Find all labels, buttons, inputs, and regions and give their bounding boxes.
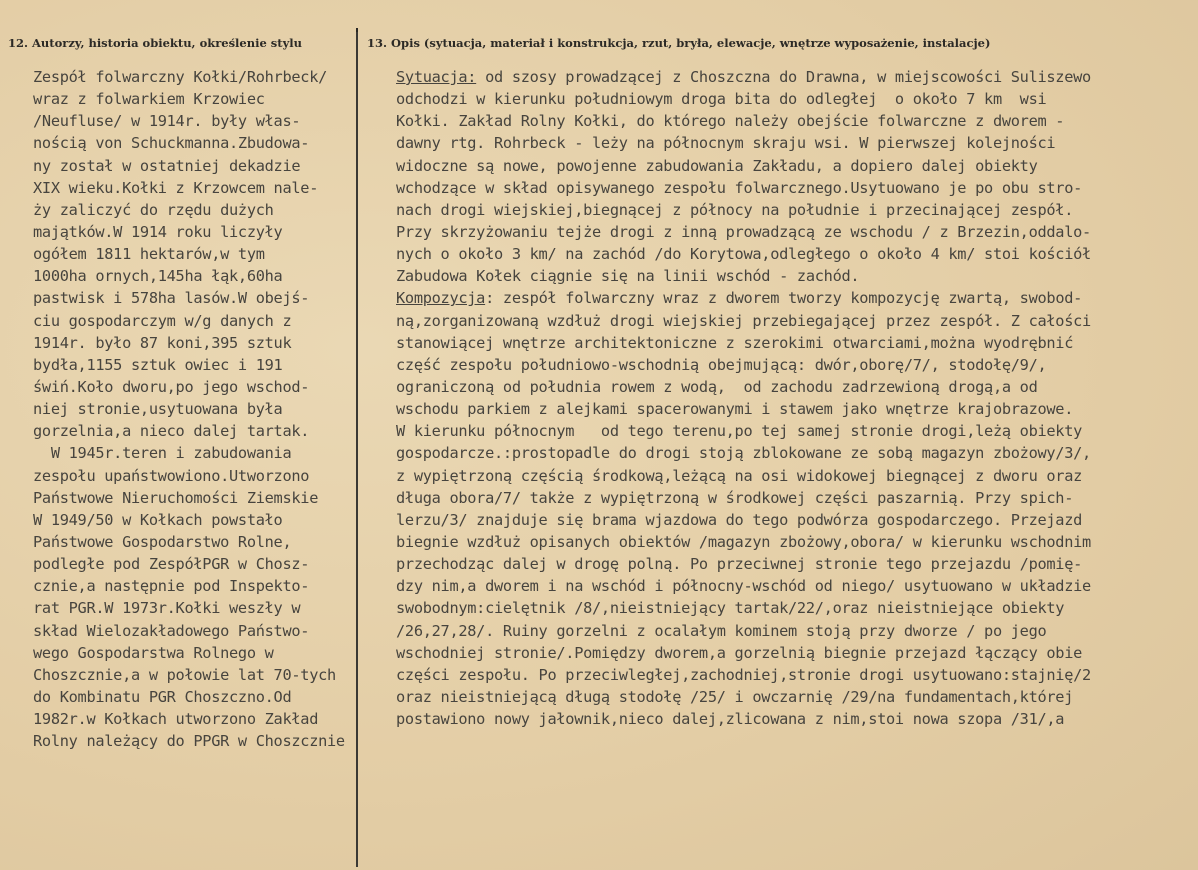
history-text-line: cznie,a następnie pod Inspekto- [33, 577, 310, 596]
history-text-line: majątków.W 1914 roku liczyły [33, 222, 283, 241]
description-text: wschodu parkiem z alejkami spacerowanymi i stawem jako wnętrze krajobrazowe. [396, 400, 1074, 419]
description-text-line [396, 664, 1091, 686]
description-text-line [396, 376, 1091, 398]
history-text-line: W 1945r.teren i zabudowania [33, 444, 292, 463]
description-text: postawiono nowy jałownik,nieco dalej,zlicowana z nim,stoi nowa szopa /31/,a [396, 710, 1065, 729]
description-text: części zespołu. Po przeciwległej,zachodniej,stronie drogi usytuowano:stajnię/2 [396, 665, 1091, 684]
description-text: gospodarcze.:prostopadle do drogi stoją zblokowane ze sobą magazyn zbożowy/3/, [396, 444, 1091, 463]
history-text-line: świń.Koło dworu,po jego wschod- [33, 377, 310, 396]
description-text-line [396, 287, 1091, 309]
description-text: Kołki. Zakład Rolny Kołki, do którego należy obejście folwarczne z dworem - [396, 112, 1065, 131]
description-text-line [396, 553, 1091, 575]
description-text: W kierunku północnym od tego terenu,po tej samej stronie drogi,leżą obiekty [396, 422, 1083, 441]
description-text-line [396, 620, 1091, 642]
description-text-line [396, 465, 1091, 487]
history-text-line: ciu gospodarczym w/g danych z [33, 311, 292, 330]
history-text-line: pastwisk i 578ha lasów.W obejś- [33, 289, 310, 308]
description-text: lerzu/3/ znajduje się brama wjazdowa do tego podwórza gospodarczego. Przejazd [396, 510, 1083, 529]
description-text-line [396, 199, 1091, 221]
description-text: widoczne są nowe, powojenne zabudowania Zakładu, a dopiero dalej obiekty [396, 156, 1038, 175]
description-text: ograniczoną od południa rowem z wodą, od zachodu zadrzewioną drogą,a od [396, 377, 1038, 396]
history-text-line: /Neufluse/ w 1914r. były włas- [33, 112, 301, 131]
description-text-line [396, 66, 1091, 88]
history-text-line: do Kombinatu PGR Choszczno.Od [33, 687, 292, 706]
history-text-line: skład Wielozakładowego Państwo- [33, 621, 310, 640]
description-text: odchodzi w kierunku południowym droga bita do odległej o około 7 km wsi [396, 90, 1047, 109]
description-text: część zespołu południowo-wschodnią obejmującą: dwór,oborę/7/, stodołę/9/, [396, 355, 1047, 374]
description-text-line [396, 442, 1091, 464]
history-text-line: W 1949/50 w Kołkach powstało [33, 510, 283, 529]
history-text-line: wego Gospodarstwa Rolnego w [33, 643, 274, 662]
description-text-line [396, 132, 1091, 154]
description-text-line [396, 686, 1091, 708]
history-text-line: 1914r. było 87 koni,395 sztuk [33, 333, 292, 352]
description-text-line [396, 155, 1091, 177]
history-text-line: gorzelnia,a nieco dalej tartak. [33, 422, 310, 441]
description-text: Zabudowa Kołek ciągnie się na linii wschód - zachód. [396, 267, 860, 286]
description-text: biegnie wzdłuż opisanych obiektów /magazyn zbożowy,obora/ w kierunku wschodnim [396, 532, 1091, 551]
history-text-line: Rolny należący do PPGR w Choszcznie [33, 732, 345, 751]
history-text-line: Zespół folwarczny Kołki/Rohrbeck/ [33, 68, 328, 86]
description-text: z wypiętrzoną częścią środkową,leżącą na osi widokowej biegnącej z dworu oraz [396, 466, 1083, 485]
description-text-line [396, 420, 1091, 442]
description-text-line [396, 221, 1091, 243]
history-text-line: Państwowe Nieruchomości Ziemskie [33, 488, 319, 507]
description-text: dzy nim,a dworem i na wschód i północny-wschód od niego/ usytuowano w układzie [396, 577, 1091, 596]
description-text: /26,27,28/. Ruiny gorzelni z ocalałym kominem stoją przy dworze / po jego [396, 621, 1047, 640]
description-text-line [396, 310, 1091, 332]
history-text-line: ogółem 1811 hektarów,w tym [33, 245, 265, 264]
history-text-line: Państwowe Gospodarstwo Rolne, [33, 532, 292, 551]
history-text-line: 1982r.w Kołkach utworzono Zakład [33, 710, 319, 729]
history-text-line: niej stronie,usytuowana była [33, 400, 283, 419]
section-12-header: 12. Autorzy, historia obiektu, określenie stylu [8, 36, 302, 50]
description-text: nych o około 3 km/ na zachód /do Korytowa,odległego o około 4 km/ stoi kościół [396, 245, 1091, 264]
description-text-line [396, 332, 1091, 354]
history-text-line: XIX wieku.Kołki z Krzowcem nale- [33, 178, 319, 197]
description-text: wchodzące w skład opisywanego zespołu folwarcznego.Usytuowano je po obu stro- [396, 178, 1083, 197]
description-text-line [396, 110, 1091, 132]
history-text-line: nością von Schuckmanna.Zbudowa- [33, 134, 310, 153]
section-lead-label: Sytuacja: [396, 68, 477, 86]
description-text: oraz nieistniejącą długą stodołę /25/ i owczarnię /29/na fundamentach,której [396, 687, 1074, 706]
history-text-column [33, 66, 345, 752]
history-text-line: ży zaliczyć do rzędu dużych [33, 200, 274, 219]
section-lead-label: Kompozycja [396, 289, 486, 308]
description-text-line [396, 265, 1091, 287]
history-text-line: wraz z folwarkiem Krzowiec [33, 90, 265, 109]
description-text: dawny rtg. Rohrbeck - leży na północnym skraju wsi. W pierwszej kolejności [396, 134, 1056, 153]
description-text-line [396, 531, 1091, 553]
column-divider [356, 32, 358, 867]
description-text-line [396, 354, 1091, 376]
description-text-line [396, 708, 1091, 730]
description-text: długa obora/7/ także z wypiętrzoną w środkowej części paszarnią. Przy spich- [396, 488, 1074, 507]
description-text-line [396, 509, 1091, 531]
description-text: ną,zorganizowaną wzdłuż drogi wiejskiej przebiegającej przez zespół. Z całości [396, 311, 1091, 330]
section-13-header: 13. Opis (sytuacja, materiał i konstrukcja, rzut, bryła, elewacje, wnętrze wyposażenie, instalacje) [367, 36, 991, 50]
description-text: wschodniej stronie/.Pomiędzy dworem,a gorzelnią biegnie przejazd łączący obie [396, 643, 1083, 662]
description-text-column [396, 66, 1091, 730]
history-text-line: bydła,1155 sztuk owiec i 191 [33, 355, 283, 374]
description-text-line [396, 88, 1091, 110]
description-text-line [396, 177, 1091, 199]
history-text-line: 1000ha ornych,145ha łąk,60ha [33, 267, 283, 286]
history-text-line: Choszcznie,a w połowie lat 70-tych [33, 665, 336, 684]
description-text-line [396, 597, 1091, 619]
description-text: stanowiącej wnętrze architektoniczne z szerokimi otwarciami,można wyodrębnić [396, 333, 1074, 352]
description-text: swobodnym:cielętnik /8/,nieistniejący tartak/22/,oraz nieistniejące obiekty [396, 599, 1065, 618]
history-text-line: ny został w ostatniej dekadzie [33, 156, 301, 175]
history-text-line: rat PGR.W 1973r.Kołki weszły w [33, 599, 301, 618]
history-text-line: zespołu upaństwowiono.Utworzono [33, 466, 310, 485]
history-text-line: podległe pod ZespółPGR w Chosz- [33, 555, 310, 574]
description-text-line [396, 398, 1091, 420]
description-text-line [396, 487, 1091, 509]
description-text-line [396, 642, 1091, 664]
description-text: od szosy prowadzącej z Choszczna do Drawna, w miejscowości Suliszewo [476, 68, 1091, 86]
description-text: : zespół folwarczny wraz z dworem tworzy kompozycję zwartą, swobod- [485, 289, 1083, 308]
description-text-line [396, 243, 1091, 265]
description-text: nach drogi wiejskiej,biegnącej z północy na południe i przecinającej zespół. [396, 200, 1074, 219]
description-text: Przy skrzyżowaniu tejże drogi z inną prowadzącą ze wschodu / z Brzezin,oddalo- [396, 222, 1091, 241]
description-text: przechodząc dalej w drogę polną. Po przeciwnej stronie tego przejazdu /pomię- [396, 555, 1083, 574]
description-text-line [396, 575, 1091, 597]
